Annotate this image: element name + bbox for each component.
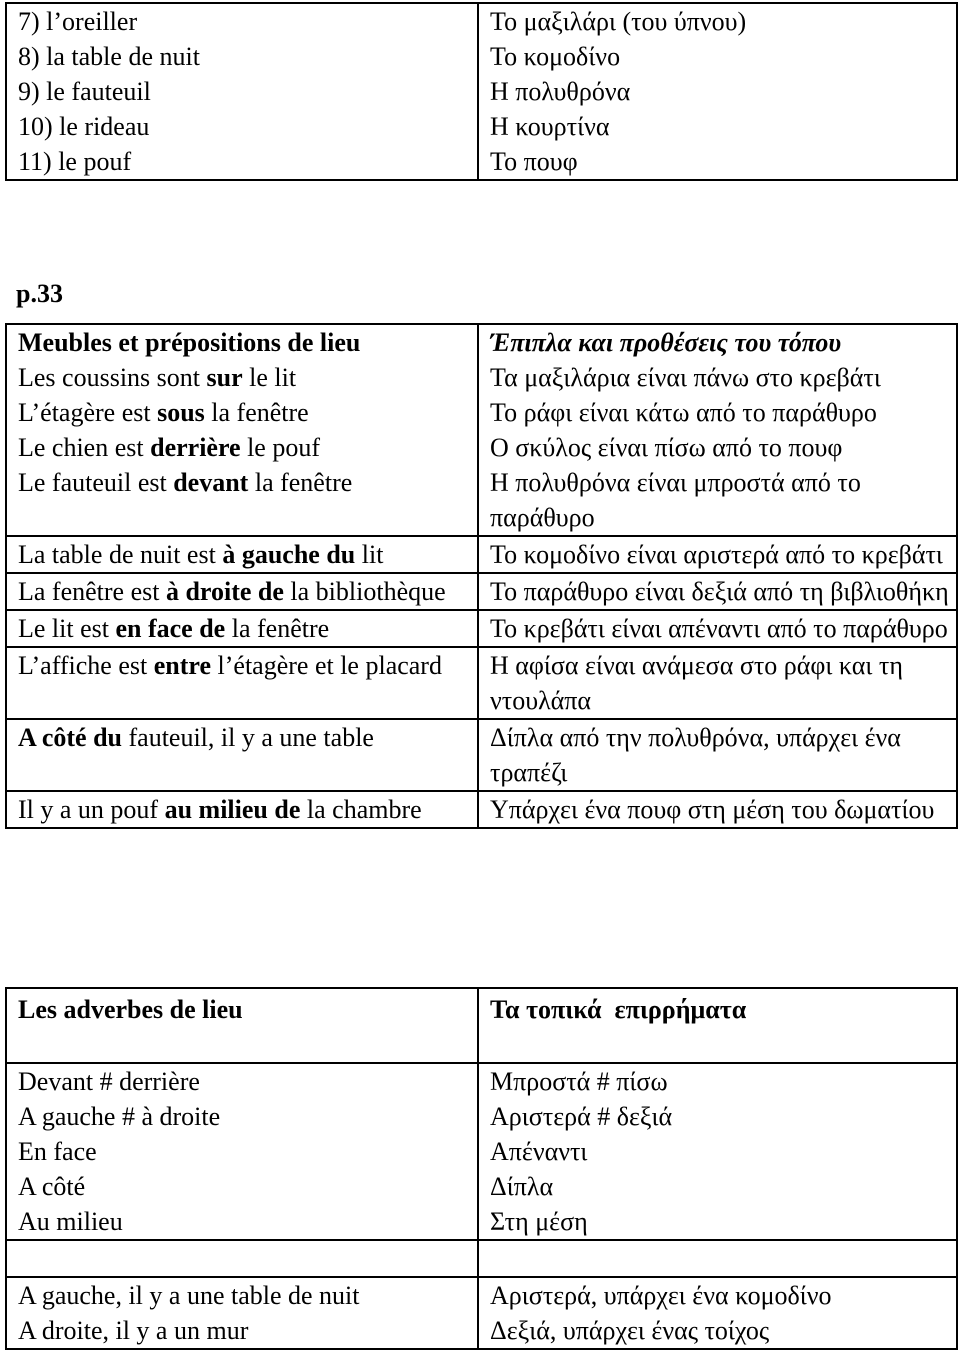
adverbs-table — [5, 987, 958, 1350]
vocab-gr: Το μαξιλάρι (του ύπνου) Το κομοδίνο Η πολυθρόνα Η κουρτίνα Το πουφ — [478, 3, 957, 180]
table-row — [6, 3, 957, 180]
header-gr: Έπιπλα και προθέσεις του τόπου — [490, 328, 842, 357]
adverb-examples-gr: Αριστερά, υπάρχει ένα κομοδίνο Δεξιά, υπάρχει ένας τοίχος — [478, 1277, 957, 1349]
prep-gr: Δίπλα από την πολυθρόνα, υπάρχει ένα τραπέζι — [478, 719, 957, 791]
adverb-list-gr: Μπροστά # πίσω Αριστερά # δεξιά Απέναντι Δίπλα Στη μέση — [478, 1063, 957, 1240]
prepositions-table — [5, 323, 958, 829]
prep-fr: Il y a un pouf au milieu de la chambre — [6, 791, 478, 828]
adverb-list-fr: Devant # derrière A gauche # à droite En face A côté Au milieu — [6, 1063, 478, 1240]
prep-gr: Το κομοδίνο είναι αριστερά από το κρεβάτι — [478, 536, 957, 573]
table-row — [6, 610, 957, 647]
prep-fr: A côté du fauteuil, il y a une table — [6, 719, 478, 791]
prep-gr: Το κρεβάτι είναι απέναντι από το παράθυρο — [478, 610, 957, 647]
table-row — [6, 647, 957, 719]
table-header-row — [6, 988, 957, 1063]
prep-fr: Les coussins sont sur le lit — [18, 363, 297, 392]
vocab-table — [5, 2, 958, 181]
prep-fr: Le chien est derrière le pouf — [18, 433, 320, 462]
prep-fr: L’affiche est entre l’étagère et le placard — [6, 647, 478, 719]
prep-gr: Τα μαξιλάρια είναι πάνω στο κρεβάτι — [490, 363, 881, 392]
vocab-fr: 7) l’oreiller 8) la table de nuit 9) le fauteuil 10) le rideau 11) le pouf — [6, 3, 478, 180]
prep-gr: Η πολυθρόνα είναι μπροστά από το παράθυρο — [490, 468, 861, 532]
prep-gr: Το ράφι είναι κάτω από το παράθυρο — [490, 398, 877, 427]
prep-gr: Η αφίσα είναι ανάμεσα στο ράφι και τη ντουλάπα — [478, 647, 957, 719]
header-gr: Τα τοπικά επιρρήματα — [478, 988, 957, 1063]
prep-fr: Le lit est en face de la fenêtre — [6, 610, 478, 647]
prep-fr: La fenêtre est à droite de la bibliothèque — [6, 573, 478, 610]
prep-gr: Το παράθυρο είναι δεξιά από τη βιβλιοθήκη — [478, 573, 957, 610]
prep-fr: La table de nuit est à gauche du lit — [6, 536, 478, 573]
table-row — [6, 1240, 957, 1277]
prep-gr: Ο σκύλος είναι πίσω από το πουφ — [490, 433, 843, 462]
prep-gr: Υπάρχει ένα πουφ στη μέση του δωματίου — [478, 791, 957, 828]
table-row — [6, 536, 957, 573]
adverb-examples-fr: A gauche, il y a une table de nuit A droite, il y a un mur — [6, 1277, 478, 1349]
table-row — [6, 1063, 957, 1240]
table-row — [6, 1277, 957, 1349]
header-fr: Meubles et prépositions de lieu — [18, 328, 361, 357]
table-row — [6, 573, 957, 610]
table-row — [6, 719, 957, 791]
table-header-row — [6, 324, 957, 536]
prep-fr: Le fauteuil est devant la fenêtre — [18, 468, 353, 497]
page-reference: p.33 — [16, 279, 63, 308]
table-row — [6, 791, 957, 828]
prep-fr: L’étagère est sous la fenêtre — [18, 398, 309, 427]
header-fr: Les adverbes de lieu — [6, 988, 478, 1063]
